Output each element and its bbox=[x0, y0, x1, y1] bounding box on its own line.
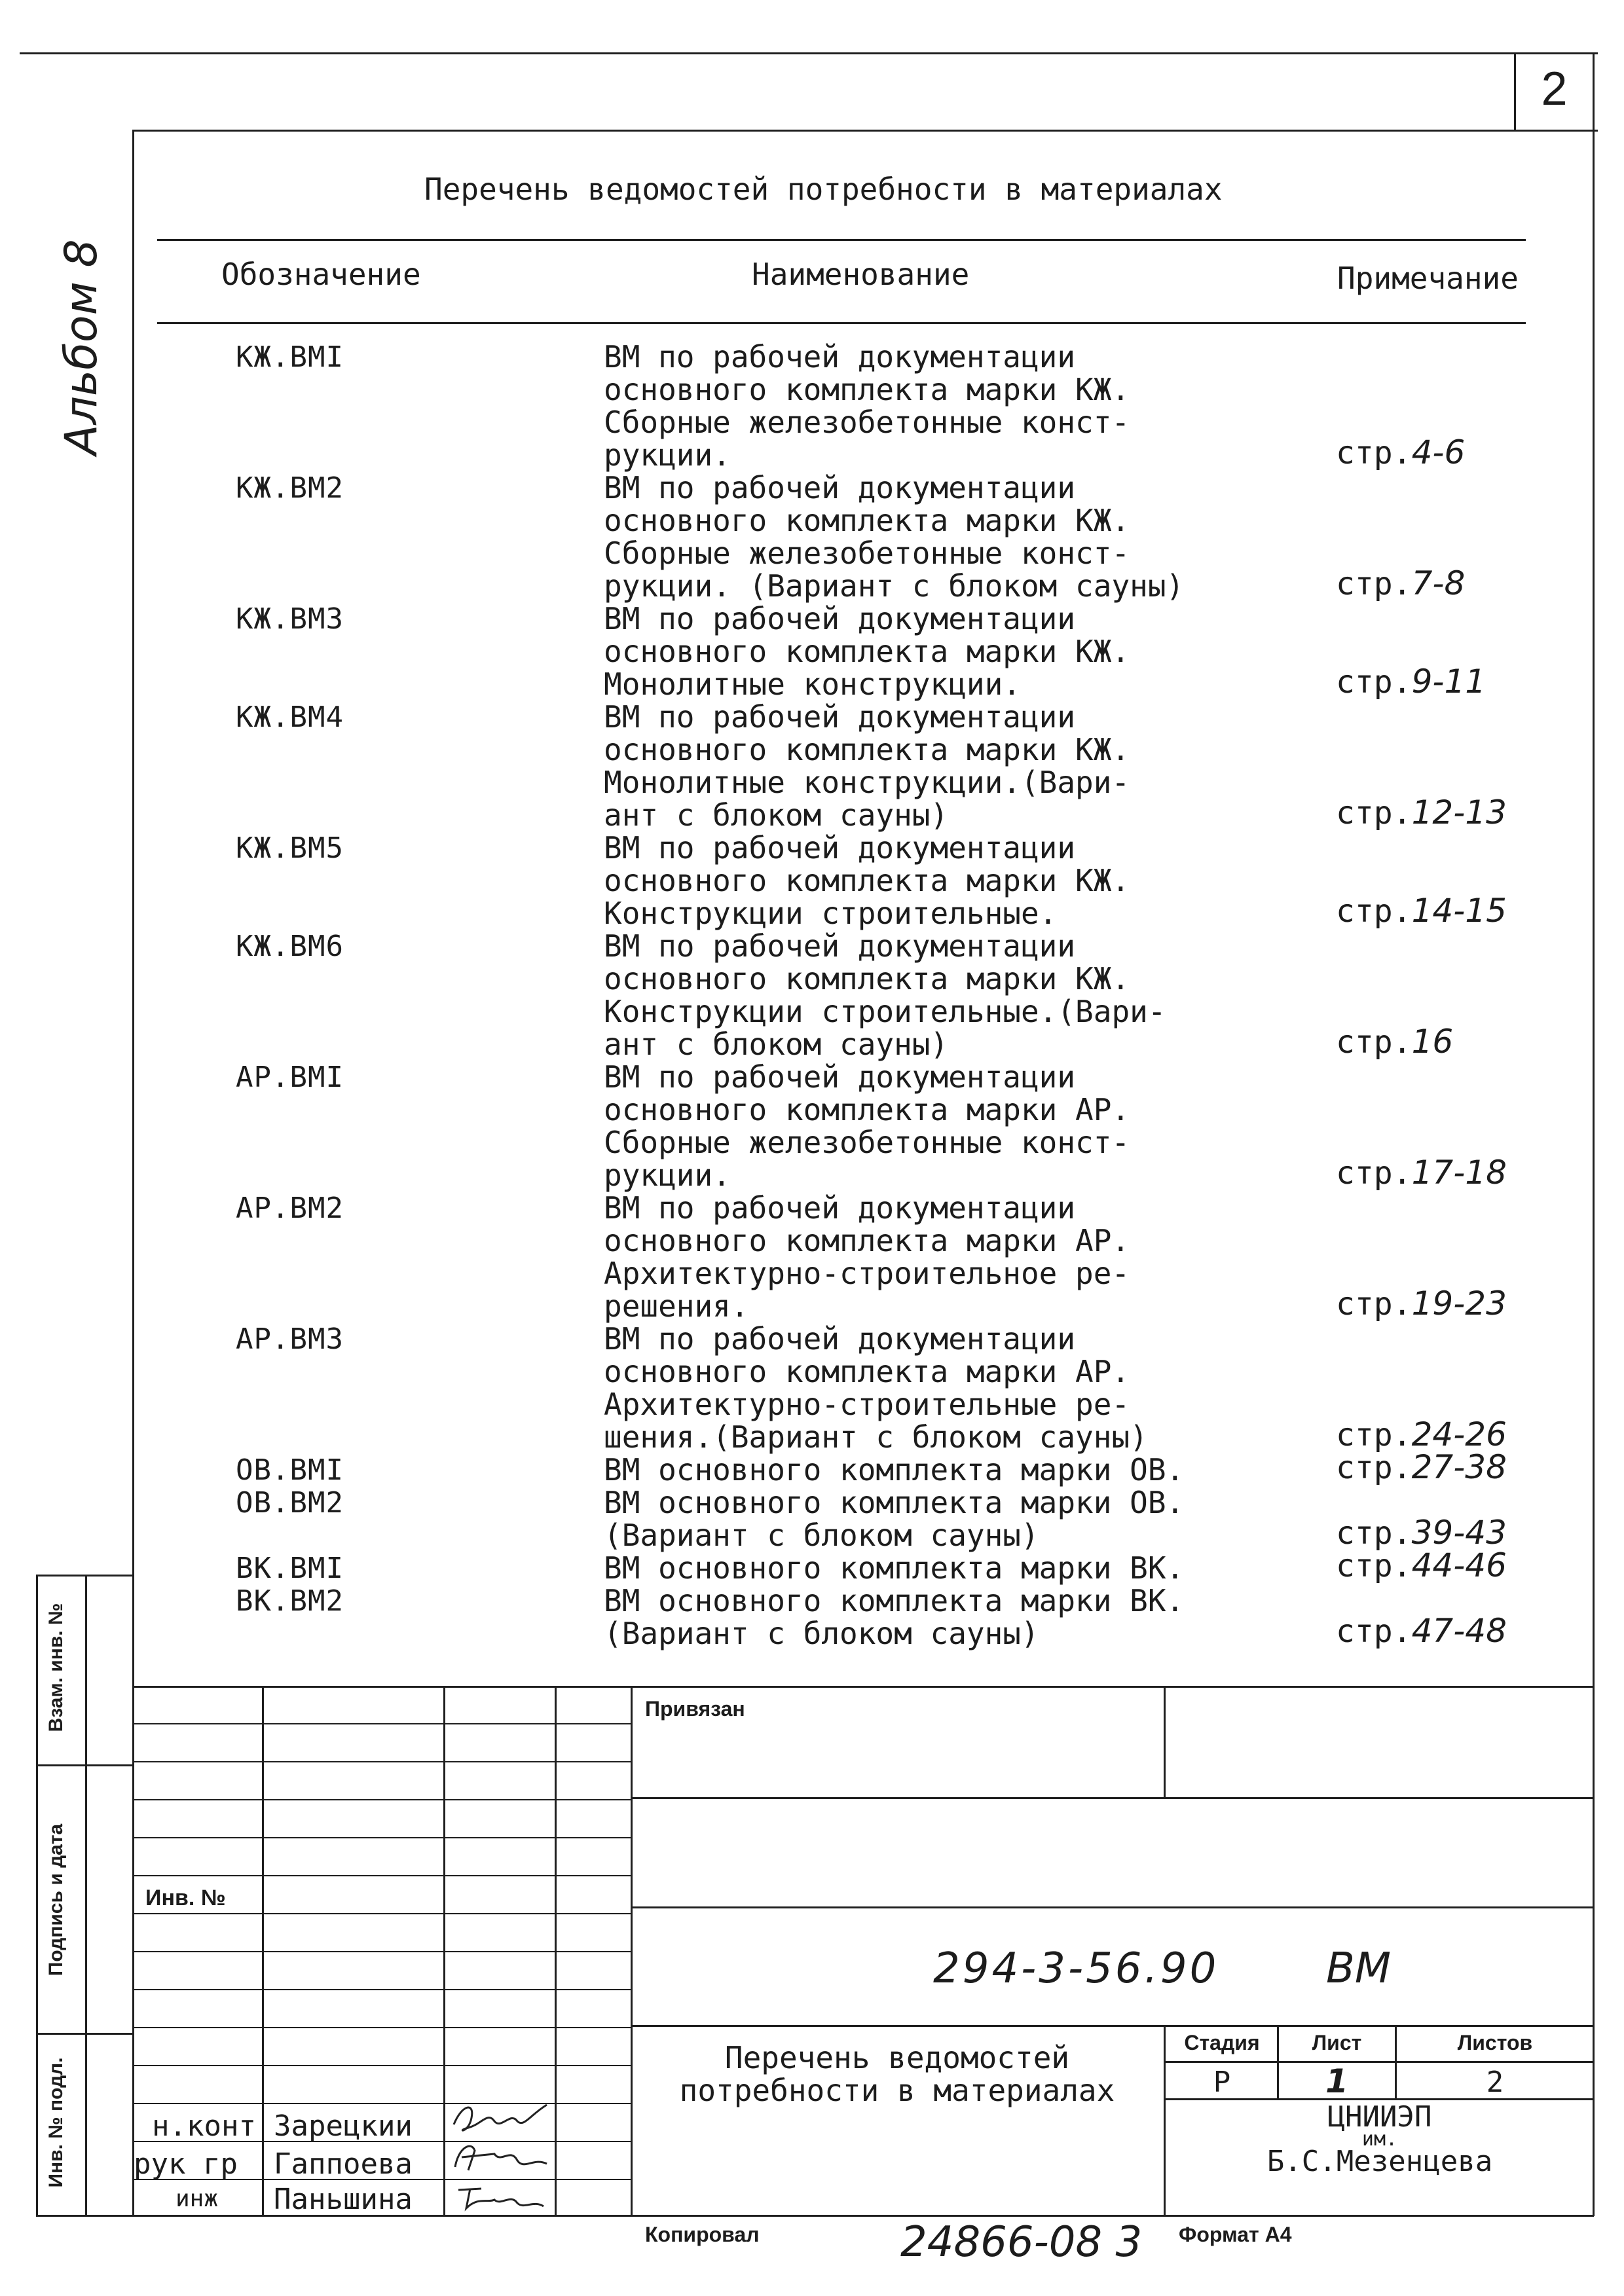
item-name bbox=[604, 471, 1324, 602]
signature-3 bbox=[452, 2177, 550, 2214]
person-name: Гаппоева bbox=[274, 2147, 413, 2181]
item-name bbox=[604, 340, 1324, 471]
item-note bbox=[1336, 663, 1486, 701]
item-name bbox=[604, 1453, 1324, 1486]
item-name-line: Архитектурно-строительные ре- bbox=[604, 1387, 1130, 1422]
side-label-original-inv: Инв. № подл. bbox=[45, 2057, 67, 2188]
format-label: Формат А4 bbox=[1179, 2223, 1292, 2246]
item-name-line: (Вариант с блоком сауны) bbox=[604, 1518, 1039, 1553]
stamp-col-d bbox=[631, 1686, 633, 2215]
stage-value: Р bbox=[1213, 2066, 1231, 2099]
document-code: 294-3-56.90 bbox=[933, 1944, 1219, 1993]
item-designation: ОВ.ВМI bbox=[236, 1453, 344, 1487]
item-name-line: Конструкции строительные. bbox=[604, 896, 1058, 931]
item-designation: КЖ.ВМ3 bbox=[236, 602, 344, 636]
inv-label: Инв. № bbox=[145, 1886, 226, 1910]
stamp-attached-divider bbox=[1164, 1686, 1166, 1797]
item-name-line: ВМ по рабочей документации bbox=[604, 699, 1076, 735]
item-note-prefix: стр. bbox=[1336, 1286, 1412, 1322]
stamp-col-b bbox=[443, 1686, 445, 2215]
item-name-line: Архитектурно-строительное ре- bbox=[604, 1256, 1130, 1291]
document-title bbox=[638, 2041, 1156, 2107]
stamp-right-row2 bbox=[631, 1906, 1594, 1908]
item-name-line: Сборные железобетонные конст- bbox=[604, 1125, 1130, 1160]
item-designation: КЖ.ВМ6 bbox=[236, 930, 344, 963]
copied-label: Копировал bbox=[645, 2223, 760, 2246]
item-note-prefix: стр. bbox=[1336, 664, 1412, 701]
item-name-line: ВМ основного комплекта марки ВК. bbox=[604, 1550, 1185, 1586]
header-rule-top bbox=[157, 239, 1526, 241]
stamp-grid-row bbox=[132, 1723, 631, 1724]
item-name-line: основного комплекта марки КЖ. bbox=[604, 732, 1130, 767]
sheets-value: 2 bbox=[1486, 2066, 1504, 2099]
stamp-right-row3 bbox=[631, 2025, 1594, 2027]
item-name-line: ВМ основного комплекта марки ОВ. bbox=[604, 1452, 1185, 1487]
side-label-signature-date: Подпись и дата bbox=[45, 1823, 67, 1977]
frame-top-line bbox=[132, 130, 1598, 132]
item-note-prefix: стр. bbox=[1336, 1024, 1412, 1061]
top-border-line bbox=[20, 52, 1598, 54]
item-note bbox=[1336, 892, 1507, 930]
side-strip-divider bbox=[85, 1575, 87, 2215]
item-name-line: ВМ по рабочей документации bbox=[604, 1321, 1076, 1357]
item-name bbox=[604, 1552, 1324, 1584]
item-name-line: Сборные железобетонные конст- bbox=[604, 536, 1130, 571]
stamp-grid-row bbox=[132, 1761, 631, 1762]
side-label-replacement: Взам. инв. № bbox=[45, 1603, 67, 1732]
stamp-title-divider bbox=[1164, 2025, 1166, 2215]
frame-right-line bbox=[1593, 52, 1595, 2216]
item-note-prefix: стр. bbox=[1336, 893, 1412, 930]
item-name-line: ВМ основного комплекта марки ВК. bbox=[604, 1583, 1185, 1618]
item-note bbox=[1336, 564, 1465, 602]
item-note-prefix: стр. bbox=[1336, 1548, 1412, 1584]
item-name bbox=[604, 1061, 1324, 1192]
item-name bbox=[604, 930, 1324, 1061]
item-note bbox=[1336, 433, 1465, 471]
stamp-grid-row bbox=[132, 2027, 631, 2028]
item-note-pages: 44-46 bbox=[1411, 1546, 1507, 1584]
document-title-line: потребности в материалах bbox=[679, 2073, 1115, 2108]
item-name-line: основного комплекта марки АР. bbox=[604, 1223, 1130, 1258]
item-name-line: основного комплекта марки КЖ. bbox=[604, 503, 1130, 538]
item-designation: АР.ВМI bbox=[236, 1061, 344, 1094]
item-note-prefix: стр. bbox=[1336, 1155, 1412, 1192]
item-designation: АР.ВМ3 bbox=[236, 1322, 344, 1356]
document-mark: ВМ bbox=[1326, 1944, 1392, 1993]
item-note-pages: 47-48 bbox=[1411, 1612, 1507, 1650]
role-label: рук гр bbox=[134, 2147, 238, 2181]
page-title: Перечень ведомостей потребности в материалах bbox=[424, 172, 1223, 207]
side-strip-sep1 bbox=[36, 1764, 134, 1766]
item-name-line: ВМ по рабочей документации bbox=[604, 1190, 1076, 1226]
item-note-prefix: стр. bbox=[1336, 435, 1412, 471]
item-note-prefix: стр. bbox=[1336, 1515, 1412, 1552]
stamp-grid-row bbox=[132, 1799, 631, 1800]
role-label: инж bbox=[175, 2185, 219, 2212]
item-note-pages: 4-6 bbox=[1411, 433, 1466, 471]
item-designation: АР.ВМ2 bbox=[236, 1192, 344, 1225]
item-note-prefix: стр. bbox=[1336, 566, 1412, 602]
item-name-line: ант с блоком сауны) bbox=[604, 1027, 949, 1062]
item-designation: КЖ.ВМ4 bbox=[236, 701, 344, 734]
stamp-grid-row bbox=[132, 1989, 631, 1990]
item-note-pages: 39-43 bbox=[1411, 1514, 1507, 1552]
document-title-line: Перечень ведомостей bbox=[724, 2040, 1070, 2075]
item-name bbox=[604, 831, 1324, 930]
item-name-line: ВМ по рабочей документации bbox=[604, 1059, 1076, 1095]
frame-left-line bbox=[132, 130, 134, 2215]
item-note bbox=[1336, 1448, 1507, 1486]
item-designation: КЖ.ВМ5 bbox=[236, 831, 344, 865]
item-note-prefix: стр. bbox=[1336, 1449, 1412, 1486]
item-name-line: рукции. (Вариант с блоком сауны) bbox=[604, 568, 1185, 604]
stamp-grid-row bbox=[132, 2103, 631, 2104]
item-name-line: Конструкции строительные.(Вари- bbox=[604, 994, 1166, 1029]
stamp-col-c bbox=[555, 1686, 557, 2215]
sheets-header: Листов bbox=[1457, 2031, 1533, 2054]
item-note-pages: 7-8 bbox=[1411, 564, 1466, 602]
item-name-line: ВМ по рабочей документации bbox=[604, 830, 1076, 866]
organization-line: им. bbox=[1361, 2128, 1398, 2151]
item-name-line: ВМ по рабочей документации bbox=[604, 470, 1076, 505]
item-name-line: ВМ по рабочей документации bbox=[604, 339, 1076, 374]
side-strip-left bbox=[36, 1575, 38, 2215]
item-note bbox=[1336, 1023, 1453, 1061]
item-name-line: ВМ основного комплекта марки ОВ. bbox=[604, 1485, 1185, 1520]
organization-line: ЦНИИЭП bbox=[1327, 2100, 1432, 2134]
item-name-line: основного комплекта марки АР. bbox=[604, 1354, 1130, 1389]
item-name-line: Сборные железобетонные конст- bbox=[604, 405, 1130, 440]
item-name-line: основного комплекта марки КЖ. bbox=[604, 634, 1130, 669]
item-name-line: Монолитные конструкции. bbox=[604, 666, 1021, 702]
item-designation: КЖ.ВМI bbox=[236, 340, 344, 374]
role-label: н.конт bbox=[152, 2109, 256, 2143]
signature-2 bbox=[449, 2138, 553, 2176]
item-name-line: ВМ по рабочей документации bbox=[604, 928, 1076, 964]
item-name bbox=[604, 602, 1324, 701]
header-name: Наименование bbox=[752, 257, 970, 292]
item-name-line: ВМ по рабочей документации bbox=[604, 601, 1076, 636]
organization bbox=[1167, 2100, 1593, 2178]
stamp-col-a bbox=[262, 1686, 264, 2215]
item-note-pages: 14-15 bbox=[1411, 892, 1507, 930]
item-note-pages: 17-18 bbox=[1411, 1154, 1507, 1192]
sheet-value: 1 bbox=[1325, 2062, 1348, 2100]
item-name-line: основного комплекта марки КЖ. bbox=[604, 372, 1130, 407]
item-name-line: Монолитные конструкции.(Вари- bbox=[604, 765, 1130, 800]
sheet-header: Лист bbox=[1312, 2031, 1362, 2054]
copy-number: 24866-08 3 bbox=[900, 2218, 1143, 2267]
item-name-line: основного комплекта марки АР. bbox=[604, 1092, 1130, 1127]
item-note-pages: 19-23 bbox=[1411, 1285, 1507, 1322]
stamp-grid-row bbox=[132, 1951, 631, 1952]
stamp-grid-row bbox=[132, 1875, 631, 1876]
organization-line: Б.С.Мезенцева bbox=[1266, 2145, 1493, 2178]
stage-header: Стадия bbox=[1184, 2031, 1260, 2054]
item-note-pages: 12-13 bbox=[1411, 793, 1507, 831]
item-name-line: решения. bbox=[604, 1288, 749, 1324]
item-designation: КЖ.ВМ2 bbox=[236, 471, 344, 505]
item-note-prefix: стр. bbox=[1336, 1417, 1412, 1453]
item-note-pages: 16 bbox=[1411, 1023, 1454, 1061]
item-note-pages: 24-26 bbox=[1411, 1415, 1507, 1453]
item-note-pages: 27-38 bbox=[1411, 1448, 1507, 1486]
item-name-line: рукции. bbox=[604, 437, 731, 473]
item-designation: ВК.ВМI bbox=[236, 1552, 344, 1585]
album-label: Альбом 8 bbox=[56, 239, 107, 455]
attached-label: Привязан bbox=[645, 1697, 745, 1721]
item-name bbox=[604, 1584, 1324, 1650]
stamp-grid-row bbox=[132, 1837, 631, 1838]
person-name: Паньшина bbox=[274, 2183, 413, 2216]
item-note bbox=[1336, 1285, 1507, 1322]
item-note bbox=[1336, 1154, 1507, 1192]
person-name: Зарецкии bbox=[274, 2109, 413, 2143]
stamp-grid-row bbox=[132, 2065, 631, 2066]
item-note bbox=[1336, 1612, 1507, 1650]
item-name-line: шения.(Вариант с блоком сауны) bbox=[604, 1419, 1148, 1455]
item-name-line: ант с блоком сауны) bbox=[604, 797, 949, 833]
header-rule-bottom bbox=[157, 322, 1526, 324]
header-designation: Обозначение bbox=[221, 257, 421, 292]
item-name bbox=[604, 1322, 1324, 1453]
item-name-line: (Вариант с блоком сауны) bbox=[604, 1616, 1039, 1651]
sheet-number: 2 bbox=[1541, 63, 1568, 115]
item-note bbox=[1336, 1546, 1507, 1584]
item-note-pages: 9-11 bbox=[1411, 663, 1486, 701]
item-name bbox=[604, 1486, 1324, 1552]
item-note-prefix: стр. bbox=[1336, 1613, 1412, 1650]
item-designation: ВК.ВМ2 bbox=[236, 1584, 344, 1618]
item-name bbox=[604, 1192, 1324, 1322]
item-name-line: основного комплекта марки КЖ. bbox=[604, 863, 1130, 898]
signature-1 bbox=[449, 2098, 553, 2138]
stamp-right-row1 bbox=[631, 1797, 1594, 1799]
item-note-prefix: стр. bbox=[1336, 795, 1412, 831]
item-name-line: рукции. bbox=[604, 1157, 731, 1193]
item-name bbox=[604, 701, 1324, 831]
item-note bbox=[1336, 793, 1507, 831]
item-designation: ОВ.ВМ2 bbox=[236, 1486, 344, 1520]
stamp-top-line bbox=[132, 1686, 1594, 1688]
item-name-line: основного комплекта марки КЖ. bbox=[604, 961, 1130, 996]
stamp-grid-row bbox=[132, 1913, 631, 1914]
header-note: Примечание bbox=[1337, 261, 1519, 296]
